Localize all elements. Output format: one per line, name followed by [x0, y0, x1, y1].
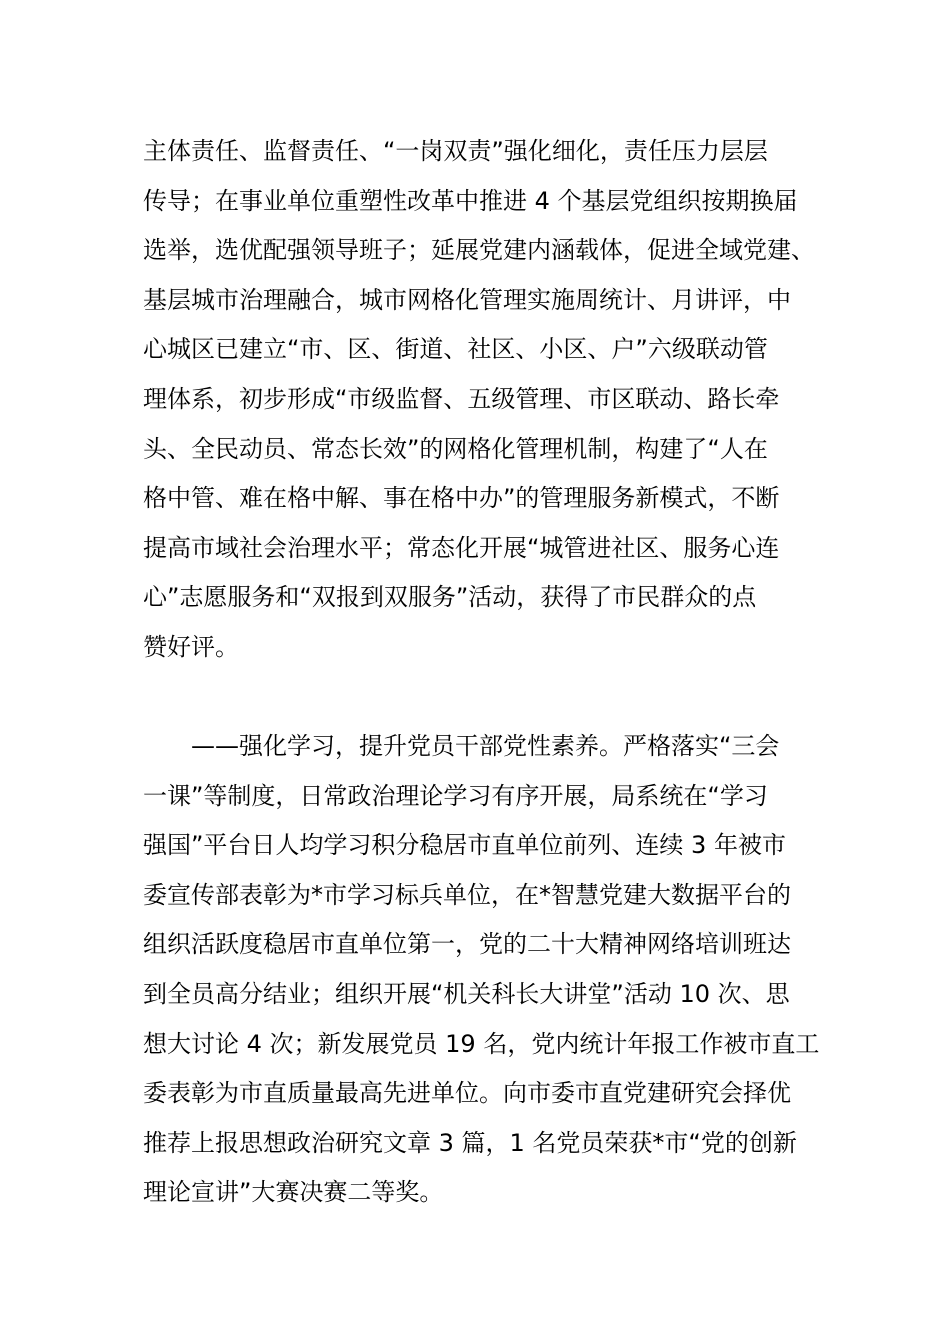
text-line: 委宣传部表彰为*市学习标兵单位，在*智慧党建大数据平台的: [143, 880, 791, 909]
text-line: 基层城市治理融合，城市网格化管理实施周统计、月讲评，中: [143, 285, 791, 314]
text-line: 头、全民动员、常态长效”的网格化管理机制，构建了“人在: [143, 434, 768, 463]
text-line: 想大讨论 4 次；新发展党员 19 名，党内统计年报工作被市直工: [143, 1029, 820, 1058]
text-line: 格中管、难在格中解、事在格中办”的管理服务新模式，不断: [143, 484, 780, 513]
text-line: 主体责任、监督责任、“一岗双责”强化细化，责任压力层层: [143, 137, 768, 165]
text-line: 传导；在事业单位重塑性改革中推进 4 个基层党组织按期换届: [143, 186, 798, 215]
text-line: 心”志愿服务和“双报到双服务”活动，获得了市民群众的点: [143, 583, 757, 612]
text-line: 选举，选优配强领导班子；延展党建内涵载体，促进全域党建、: [143, 236, 815, 265]
text-line: 组织活跃度稳居市直单位第一，党的二十大精神网络培训班达: [143, 930, 791, 959]
text-line: 理论宣讲”大赛决赛二等奖。: [143, 1178, 444, 1207]
text-line: 一课”等制度，日常政治理论学习有序开展，局系统在“学习: [143, 781, 768, 810]
text-line: 强国”平台日人均学习积分稳居市直单位前列、连续 3 年被市: [143, 831, 786, 860]
text-line: 到全员高分结业；组织开展“机关科长大讲堂”活动 10 次、思: [143, 979, 790, 1008]
paragraph-strengthen-learning: [143, 722, 823, 1218]
text-line: 推荐上报思想政治研究文章 3 篇，1 名党员荣获*市“党的创新: [143, 1128, 797, 1157]
text-line: 提高市域社会治理水平；常态化开展“城管进社区、服务心连: [143, 533, 780, 562]
paragraph-responsibility: [143, 127, 823, 673]
text-line: 理体系，初步形成“市级监督、五级管理、市区联动、路长牵: [143, 384, 780, 413]
text-line: 心城区已建立“市、区、街道、社区、小区、户”六级联动管: [143, 335, 768, 364]
text-line: 赞好评。: [143, 632, 239, 661]
text-line: ——强化学习，提升党员干部党性素养。严格落实“三会: [191, 732, 780, 760]
text-line: 委表彰为市直质量最高先进单位。向市委市直党建研究会择优: [143, 1079, 791, 1108]
